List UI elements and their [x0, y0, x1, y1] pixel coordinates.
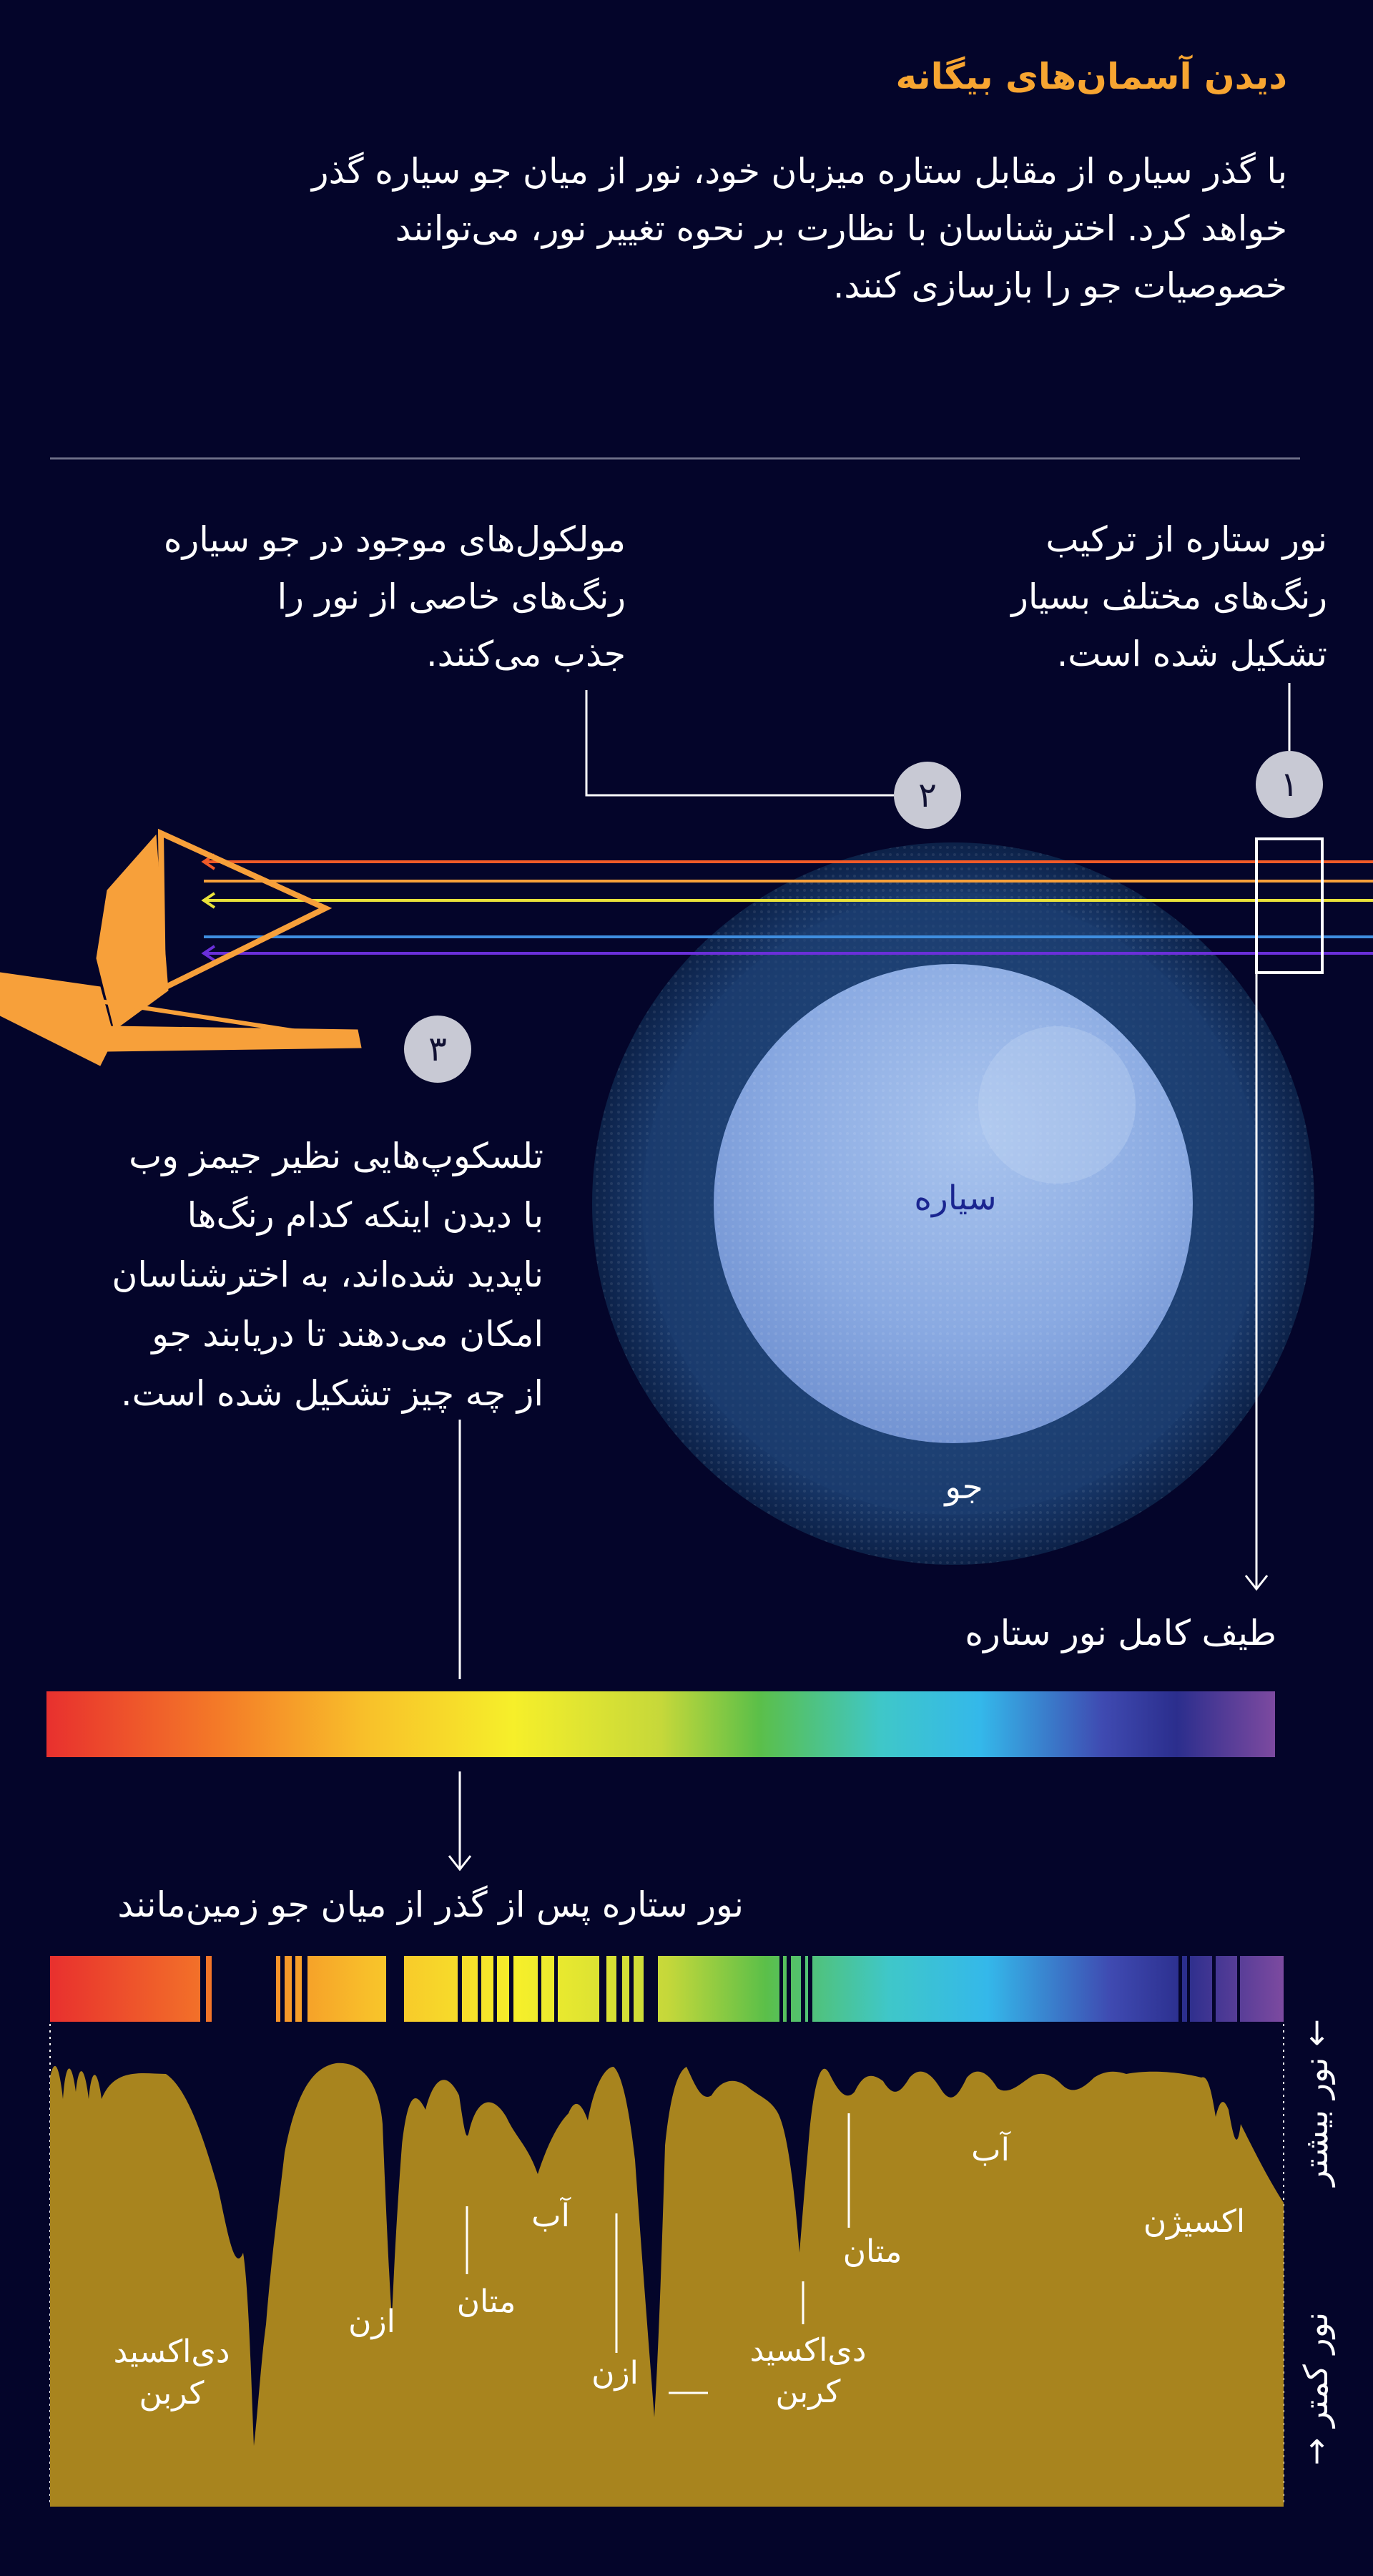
step-1-text: نور ستاره از ترکیب رنگ‌های مختلف بسیار تشکیل شده است. — [1011, 519, 1327, 674]
step-2-badge: ۲ — [894, 762, 961, 829]
full-spectrum-label: طیف کامل نور ستاره — [965, 1613, 1276, 1653]
intro-paragraph: با گذر سیاره از مقابل ستاره میزبان خود، نور از میان جو سیاره گذر خواهد کرد. اخترشناسان با نظارت بر نحوه تغییر نور، می‌توانند خصوصیات جو را بازسازی کنند. — [311, 151, 1287, 306]
absorption-area — [50, 2063, 1284, 2507]
step-3-badge: ۳ — [404, 1016, 471, 1083]
step-1-badge: ۱ — [1256, 751, 1323, 818]
full-spectrum-bar — [46, 1691, 1275, 1757]
planet-label: سیاره — [914, 1179, 997, 1218]
more-light-axis-label — [1296, 2019, 1335, 2186]
molecule-label-methane-2: متان — [842, 2233, 902, 2270]
james-webb-telescope-icon — [0, 833, 361, 1066]
less-light-text: نور کمتر — [1296, 2311, 1335, 2427]
page-title: دیدن آسمان‌های بیگانه — [895, 56, 1287, 97]
less-light-axis-label — [1296, 2312, 1335, 2465]
molecule-label-co2-1: دی‌اکسید کربن — [113, 2334, 230, 2412]
step-2-text: مولکول‌های موجود در جو سیاره رنگ‌های خاصی از نور را جذب می‌کنند. — [163, 519, 626, 674]
molecule-label-ozone-1: ازن — [348, 2304, 395, 2340]
arrow-up-icon: ← — [1296, 2019, 1335, 2047]
atmosphere-label: جو — [945, 1468, 983, 1507]
arrow-down-absorbed — [449, 1771, 471, 1869]
callout-line-2 — [586, 690, 894, 795]
molecule-label-oxygen: اکسیژن — [1143, 2203, 1246, 2240]
molecule-label-co2-2: دی‌اکسید کربن — [749, 2332, 867, 2410]
molecule-label-water-1: آب — [531, 2198, 570, 2234]
molecule-label-ozone-2: ازن — [591, 2355, 639, 2391]
molecule-label-water-2: آب — [971, 2132, 1010, 2168]
step-3-text: تلسکوپ‌هایی نظیر جیمز وب با دیدن اینکه کدام رنگ‌ها ناپدید شده‌اند، به اخترشناسان امکان می‌دهند تا دریابند جو از چه چیز تشکیل شده است. — [112, 1136, 543, 1414]
absorbed-spectrum-label: نور ستاره پس از گذر از میان جو زمین‌مانند — [117, 1884, 744, 1925]
more-light-text: نور بیشتر — [1296, 2057, 1335, 2186]
molecule-label-methane-1: متان — [456, 2284, 516, 2320]
arrow-down-icon: → — [1296, 2437, 1335, 2466]
